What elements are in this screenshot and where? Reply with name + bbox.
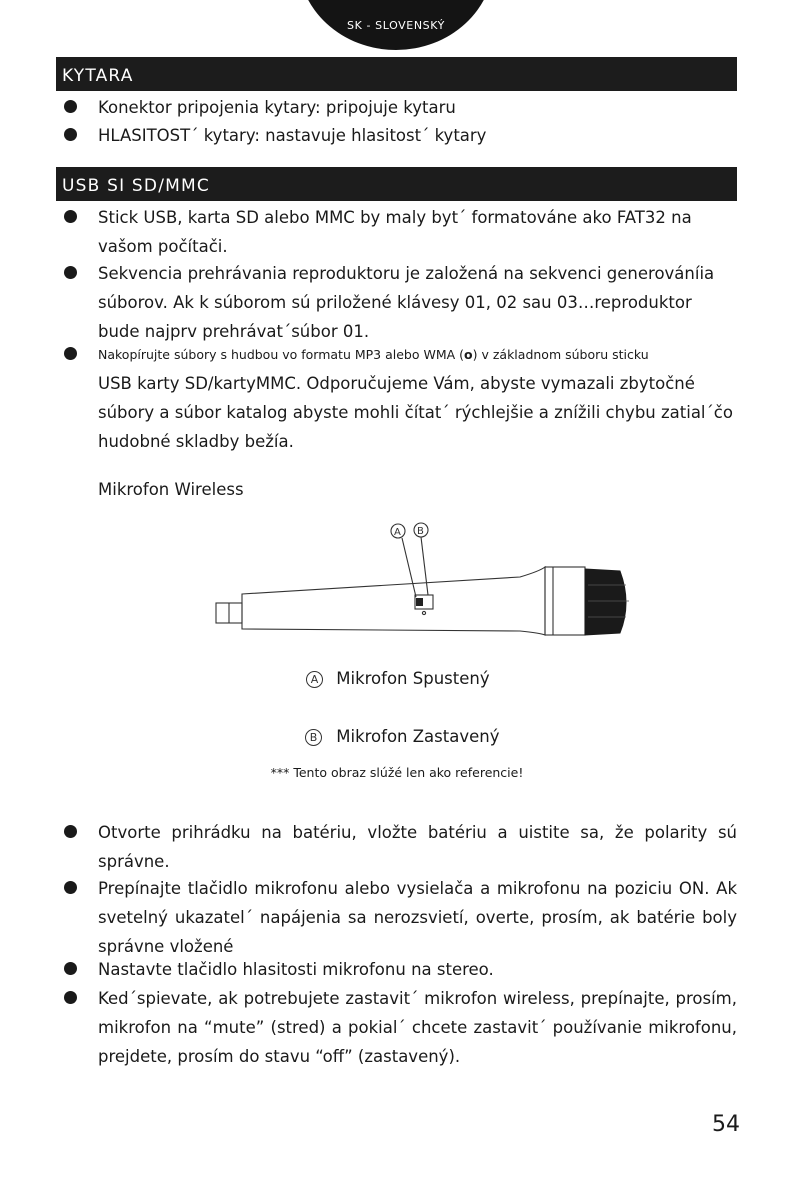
mic-collar	[545, 567, 585, 635]
bullet-icon	[64, 128, 77, 141]
marker-b-label: B	[417, 526, 424, 537]
bullet-icon	[64, 210, 77, 223]
marker-a-icon: A	[306, 671, 323, 688]
instruction-1: Otvorte prihrádku na batériu, vložte batériu a uistite sa, že polarity sú správne.	[98, 823, 737, 871]
instruction-4: Ked´spievate, ak potrebujete zastavit´ mikrofon wireless, prepínajte, prosím, mikrofon na “mute” (stred) a pokial´ chcete zastavit´ používanie mikrofonu, prejdete, prosím do stavu “off” (zastavený).	[98, 989, 737, 1066]
guitar-item-1: Konektor pripojenia kytary: pripojuje kytaru	[98, 98, 456, 117]
usb-item-3-lead: Nakopírujte súbory s hudbou vo formatu MP3 alebo WMA (o) v základnom súboru sticku	[98, 347, 649, 362]
usb-item-2: Sekvencia prehrávania reproduktoru je založená na sekvenci generováníia súborov. Ak k súborom sú priložené klávesy 01, 02 sau 03…reproduktor bude najprv prehrávat´súbor 01.	[98, 264, 715, 341]
guitar-item-2: HLASITOST´ kytary: nastavuje hlasitost´ kytary	[98, 126, 487, 145]
reference-note: *** Tento obraz slúžé len ako referencie!	[270, 765, 524, 780]
legend-b: B Mikrofon Zastavený	[305, 727, 499, 746]
bullet-icon	[64, 100, 77, 113]
instruction-3: Nastavte tlačidlo hlasitosti mikrofonu na stereo.	[98, 960, 494, 979]
marker-a-label: A	[394, 527, 401, 538]
pointer-line-a	[402, 538, 416, 597]
page-number: 54	[712, 1112, 740, 1137]
instruction-2: Prepínajte tlačidlo mikrofonu alebo vysielača a mikrofonu na poziciu ON. Ak svetelný ukazatel´ napájenia sa nerozsvietí, overte, prosím, ak batérie boly správne vložené	[98, 879, 737, 956]
language-tab-label: SK - SLOVENSKÝ	[347, 19, 445, 32]
mic-body	[242, 567, 545, 635]
bullet-icon	[64, 266, 77, 279]
pointer-line-b	[421, 537, 428, 595]
usb-item-3-rest: USB karty SD/kartyMMC. Odporučujeme Vám, abyste vymazali zbytočné súbory a súbor katalog abyste mohli čítat´ rýchlejšie a znížili chybu zatial´čo hudobné skladby bežía.	[98, 374, 733, 451]
marker-b-icon: B	[305, 729, 322, 746]
bullet-icon	[64, 962, 77, 975]
section-title-usb: USB SI SD/MMC	[56, 167, 737, 201]
microphone-illustration	[0, 515, 794, 665]
bullet-icon	[64, 991, 77, 1004]
mic-heading: Mikrofon Wireless	[98, 480, 244, 499]
section-title-guitar: KYTARA	[56, 57, 737, 91]
mic-grille	[585, 569, 626, 635]
bullet-icon	[64, 825, 77, 838]
bullet-icon	[64, 347, 77, 360]
usb-item-3	[98, 340, 737, 456]
legend-a: A Mikrofon Spustený	[306, 669, 490, 688]
bullet-icon	[64, 881, 77, 894]
usb-item-1: Stick USB, karta SD alebo MMC by maly byt´ formatováne ako FAT32 na vašom počítači.	[98, 208, 692, 256]
